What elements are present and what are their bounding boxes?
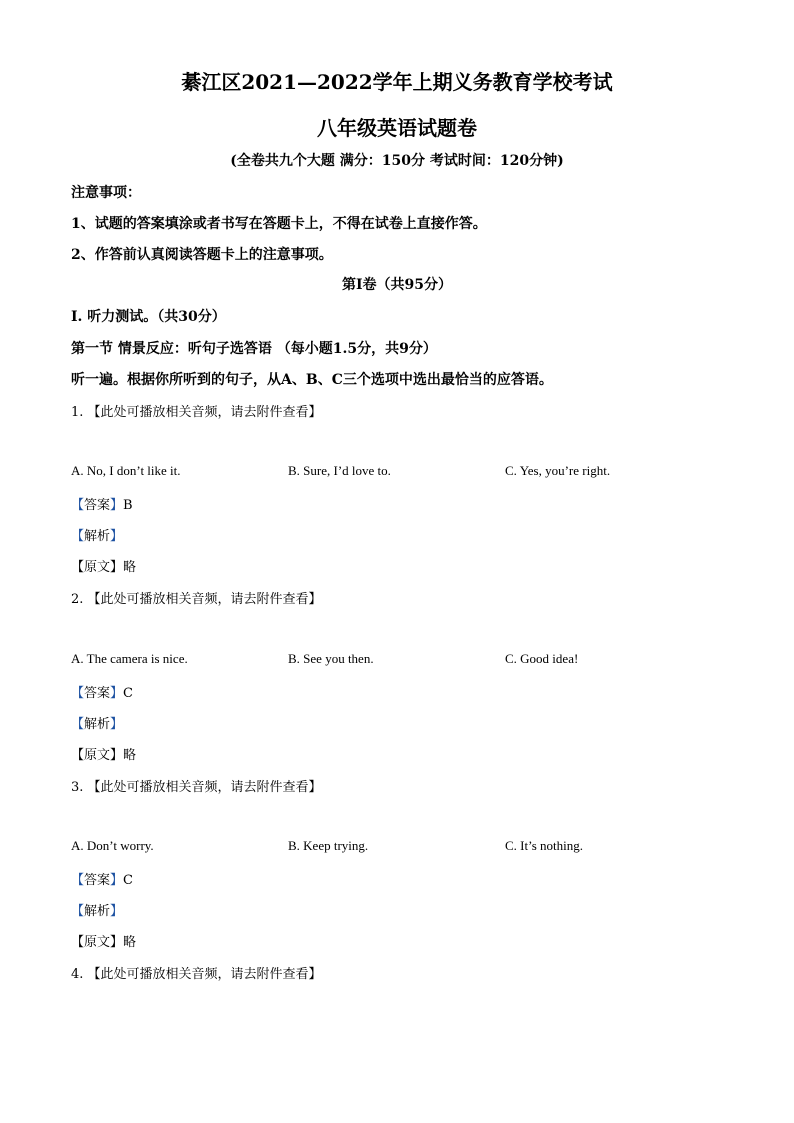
option-b: B. Sure, I’d love to. <box>288 463 391 478</box>
question-stem: 1. 【此处可播放相关音频，请去附件查看】 <box>71 405 322 420</box>
question-stem: 2. 【此处可播放相关音频，请去附件查看】 <box>71 592 322 607</box>
note-item: 1、试题的答案填涂或者书写在答题卡上，不得在试卷上直接作答。 <box>71 216 487 232</box>
instruction: 听一遍。根据你所听到的句子，从A、B、C三个选项中选出最恰当的应答语。 <box>71 372 553 388</box>
answer-row: 【答案】C <box>71 686 133 701</box>
question-stem: 4. 【此处可播放相关音频，请去附件查看】 <box>71 967 322 982</box>
notes-heading: 注意事项： <box>71 185 141 201</box>
option-b: B. Keep trying. <box>288 838 369 853</box>
option-a: A. Don’t worry. <box>71 838 154 853</box>
answer-label: 答案 <box>84 873 111 888</box>
answer-row: 【答案】C <box>71 873 133 888</box>
answer-label: 答案 <box>84 686 111 701</box>
analysis-label: 解析 <box>84 904 111 919</box>
answer-row: 【答案】B <box>71 498 133 513</box>
option-b: B. See you then. <box>288 651 374 666</box>
original-label: 原文 <box>84 935 111 950</box>
exam-meta: (全卷共九个大题 满分：150分 考试时间：120分钟) <box>230 153 564 169</box>
original-value: 略 <box>123 935 137 950</box>
subpart-title: 第一节 情景反应：听句子选答语 （每小题1.5分，共9分） <box>71 341 437 357</box>
option-c: C. Yes, you’re right. <box>505 463 611 478</box>
original-label: 原文 <box>84 560 111 575</box>
original-value: 略 <box>123 748 137 763</box>
analysis-row: 【解析】 <box>71 904 124 919</box>
option-c: C. Good idea! <box>505 651 579 666</box>
answer-value: C <box>123 873 133 888</box>
option-a: A. No, I don’t like it. <box>71 463 181 478</box>
option-c: C. It’s nothing. <box>505 838 584 853</box>
part-title: I. 听力测试。（共30分） <box>71 309 226 325</box>
analysis-row: 【解析】 <box>71 529 124 544</box>
option-a: A. The camera is nice. <box>71 651 188 666</box>
exam-title: 綦江区2021—2022学年上期义务教育学校考试 <box>181 70 613 94</box>
analysis-row: 【解析】 <box>71 717 124 732</box>
note-item: 2、作答前认真阅读答题卡上的注意事项。 <box>71 247 333 263</box>
original-row: 【原文】略 <box>71 560 137 575</box>
original-row: 【原文】略 <box>71 935 137 950</box>
analysis-label: 解析 <box>84 529 111 544</box>
answer-label: 答案 <box>84 498 111 513</box>
analysis-label: 解析 <box>84 717 111 732</box>
question-stem: 3. 【此处可播放相关音频，请去附件查看】 <box>71 780 322 795</box>
exam-subtitle: 八年级英语试题卷 <box>317 116 477 140</box>
original-row: 【原文】略 <box>71 748 137 763</box>
original-label: 原文 <box>84 748 111 763</box>
original-value: 略 <box>123 560 137 575</box>
answer-value: C <box>123 686 133 701</box>
section-title: 第I卷（共95分） <box>341 277 453 293</box>
answer-value: B <box>123 498 133 513</box>
